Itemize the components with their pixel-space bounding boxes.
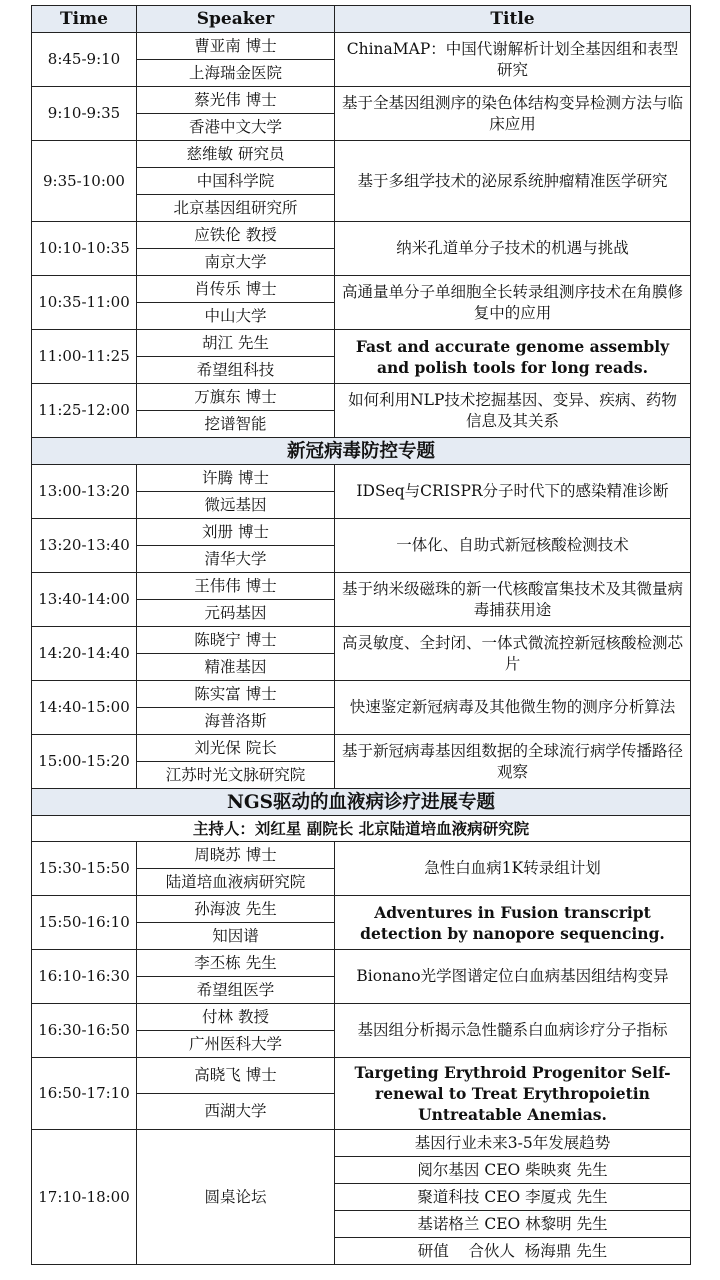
- session-time: 15:30-15:50: [32, 842, 137, 896]
- session-row: [32, 896, 691, 923]
- session-time: 11:00-11:25: [32, 330, 137, 384]
- session-row: [32, 33, 691, 60]
- session-row: [32, 384, 691, 411]
- session-title: IDSeq与CRISPR分子时代下的感染精准诊断: [335, 465, 691, 519]
- session-title: 高通量单分子单细胞全长转录组测序技术在角膜修复中的应用: [335, 276, 691, 330]
- session-title: 高灵敏度、全封闭、一体式微流控新冠核酸检测芯片: [335, 627, 691, 681]
- speaker-affiliation: 精准基因: [137, 654, 335, 681]
- speaker-name: 周晓苏 博士: [137, 842, 335, 869]
- session-title: 基于全基因组测序的染色体结构变异检测方法与临床应用: [335, 87, 691, 141]
- speaker-name: 胡江 先生: [137, 330, 335, 357]
- session-time: 14:20-14:40: [32, 627, 137, 681]
- speaker-name: 万旗东 博士: [137, 384, 335, 411]
- speaker-name: 王伟伟 博士: [137, 573, 335, 600]
- session-row: [32, 573, 691, 600]
- session-title: Adventures in Fusion transcript detection by nanopore sequencing.: [335, 896, 691, 950]
- speaker-name: 刘光保 院长: [137, 735, 335, 762]
- speaker-affiliation: 香港中文大学: [137, 114, 335, 141]
- speaker-affiliation: 海普洛斯: [137, 708, 335, 735]
- session-time: 11:25-12:00: [32, 384, 137, 438]
- speaker-affiliation: 挖谱智能: [137, 411, 335, 438]
- section-header-row: [32, 789, 691, 816]
- session-title: 基因组分析揭示急性髓系白血病诊疗分子指标: [335, 1004, 691, 1058]
- session-time: 15:00-15:20: [32, 735, 137, 789]
- speaker-name: 许腾 博士: [137, 465, 335, 492]
- header-speaker: Speaker: [137, 6, 335, 33]
- session-time: 16:30-16:50: [32, 1004, 137, 1058]
- speaker-affiliation: 清华大学: [137, 546, 335, 573]
- speaker-affiliation: 陆道培血液病研究院: [137, 869, 335, 896]
- speaker-name: 蔡光伟 博士: [137, 87, 335, 114]
- session-time: 14:40-15:00: [32, 681, 137, 735]
- panel-topic: 基因行业未来3-5年发展趋势: [335, 1130, 691, 1157]
- session-row: [32, 842, 691, 869]
- speaker-name: 孙海波 先生: [137, 896, 335, 923]
- session-time: 15:50-16:10: [32, 896, 137, 950]
- speaker-affiliation: 元码基因: [137, 600, 335, 627]
- panel-participant: 阅尔基因 CEO 柴映爽 先生: [335, 1157, 691, 1184]
- session-row: [32, 87, 691, 114]
- session-title: 一体化、自助式新冠核酸检测技术: [335, 519, 691, 573]
- speaker-affiliation: 南京大学: [137, 249, 335, 276]
- speaker-affiliation: 知因谱: [137, 923, 335, 950]
- section-title: 新冠病毒防控专题: [32, 438, 691, 465]
- speaker-affiliation: 西湖大学: [137, 1094, 335, 1130]
- session-row: [32, 519, 691, 546]
- speaker-affiliation: 希望组科技: [137, 357, 335, 384]
- speaker-name: 陈晓宁 博士: [137, 627, 335, 654]
- speaker-name: 应铁伦 教授: [137, 222, 335, 249]
- panel-participant: 聚道科技 CEO 李厦戎 先生: [335, 1184, 691, 1211]
- session-title: 如何利用NLP技术挖掘基因、变异、疾病、药物信息及其关系: [335, 384, 691, 438]
- session-row: [32, 950, 691, 977]
- speaker-affiliation: 希望组医学: [137, 977, 335, 1004]
- panel-label: 圆桌论坛: [137, 1130, 335, 1265]
- session-time: 9:10-9:35: [32, 87, 137, 141]
- session-row: [32, 141, 691, 168]
- session-title: 基于多组学技术的泌尿系统肿瘤精准医学研究: [335, 141, 691, 222]
- session-title: 急性白血病1K转录组计划: [335, 842, 691, 896]
- session-row: [32, 735, 691, 762]
- panel-participant: 基诺格兰 CEO 林黎明 先生: [335, 1211, 691, 1238]
- header-time: Time: [32, 6, 137, 33]
- speaker-name: 付林 教授: [137, 1004, 335, 1031]
- header-row: [32, 6, 691, 33]
- session-time: 13:00-13:20: [32, 465, 137, 519]
- host-line: 主持人：刘红星 副院长 北京陆道培血液病研究院: [32, 816, 691, 842]
- speaker-name: 高晓飞 博士: [137, 1058, 335, 1094]
- session-row: [32, 222, 691, 249]
- session-time: 13:40-14:00: [32, 573, 137, 627]
- session-row: [32, 1004, 691, 1031]
- schedule-table: [31, 5, 691, 1265]
- speaker-name: 慈维敏 研究员: [137, 141, 335, 168]
- session-row: [32, 681, 691, 708]
- session-title: 基于新冠病毒基因组数据的全球流行病学传播路径观察: [335, 735, 691, 789]
- session-row: [32, 1058, 691, 1094]
- speaker-name: 陈实富 博士: [137, 681, 335, 708]
- session-title: Fast and accurate genome assembly and polish tools for long reads.: [335, 330, 691, 384]
- speaker-affiliation: 微远基因: [137, 492, 335, 519]
- session-row: [32, 330, 691, 357]
- session-title: Bionano光学图谱定位白血病基因组结构变异: [335, 950, 691, 1004]
- session-time: 16:50-17:10: [32, 1058, 137, 1130]
- session-title: 纳米孔道单分子技术的机遇与挑战: [335, 222, 691, 276]
- speaker-affiliation: 江苏时光文脉研究院: [137, 762, 335, 789]
- session-row: [32, 276, 691, 303]
- section-title: NGS驱动的血液病诊疗进展专题: [32, 789, 691, 816]
- session-title: ChinaMAP：中国代谢解析计划全基因组和表型研究: [335, 33, 691, 87]
- speaker-name: 刘册 博士: [137, 519, 335, 546]
- header-title: Title: [335, 6, 691, 33]
- speaker-name: 肖传乐 博士: [137, 276, 335, 303]
- speaker-affiliation: 中国科学院: [137, 168, 335, 195]
- session-time: 8:45-9:10: [32, 33, 137, 87]
- host-row: [32, 816, 691, 842]
- session-time: 13:20-13:40: [32, 519, 137, 573]
- session-title: Targeting Erythroid Progenitor Self-renewal to Treat Erythropoietin Untreatable Anemias.: [335, 1058, 691, 1130]
- session-time: 10:35-11:00: [32, 276, 137, 330]
- speaker-name: 曹亚南 博士: [137, 33, 335, 60]
- speaker-affiliation: 中山大学: [137, 303, 335, 330]
- panel-row: [32, 1130, 691, 1157]
- session-time: 9:35-10:00: [32, 141, 137, 222]
- session-title: 快速鉴定新冠病毒及其他微生物的测序分析算法: [335, 681, 691, 735]
- session-time: 16:10-16:30: [32, 950, 137, 1004]
- section-header-row: [32, 438, 691, 465]
- session-time: 10:10-10:35: [32, 222, 137, 276]
- speaker-affiliation: 广州医科大学: [137, 1031, 335, 1058]
- speaker-affiliation: 上海瑞金医院: [137, 60, 335, 87]
- session-title: 基于纳米级磁珠的新一代核酸富集技术及其微量病毒捕获用途: [335, 573, 691, 627]
- session-row: [32, 465, 691, 492]
- session-row: [32, 627, 691, 654]
- panel-participant: 研值 合伙人 杨海鼎 先生: [335, 1238, 691, 1265]
- panel-time: 17:10-18:00: [32, 1130, 137, 1265]
- speaker-affiliation: 北京基因组研究所: [137, 195, 335, 222]
- speaker-name: 李丕栋 先生: [137, 950, 335, 977]
